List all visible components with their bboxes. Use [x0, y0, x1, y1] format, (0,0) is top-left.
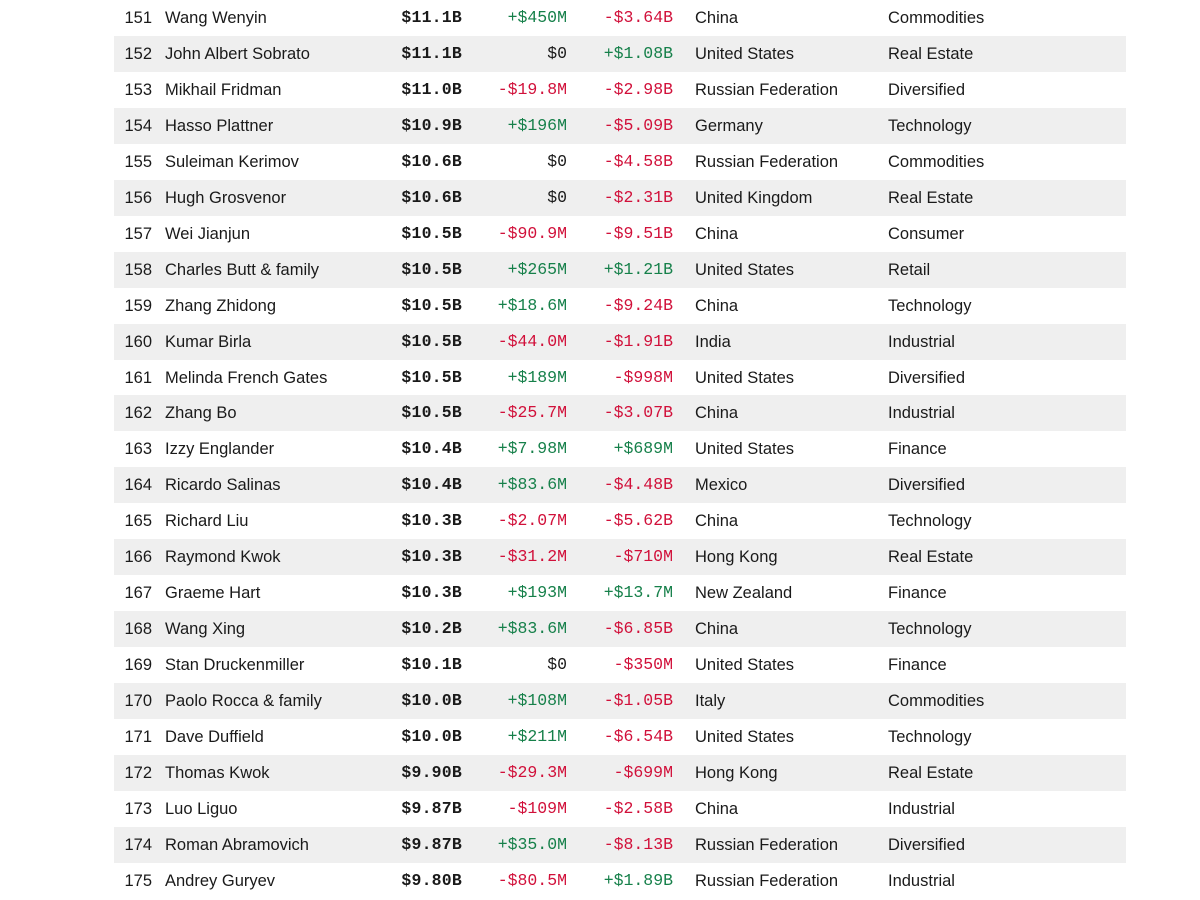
rank-cell: 162: [124, 404, 152, 423]
industry-cell: Industrial: [888, 799, 955, 818]
name-link[interactable]: Suleiman Kerimov: [165, 152, 299, 171]
country-cell: United States: [695, 440, 795, 459]
ytd-change-cell: -$9.24B: [603, 295, 673, 315]
name-link[interactable]: Zhang Zhidong: [165, 296, 276, 315]
net-worth-cell: $9.87B: [401, 798, 462, 818]
net-worth-cell: $10.2B: [401, 618, 462, 638]
ytd-change-cell: -$4.58B: [603, 151, 673, 171]
rank-cell: 166: [124, 548, 152, 567]
rank-cell: 155: [124, 152, 152, 171]
rank-cell: 156: [124, 188, 152, 207]
name-link[interactable]: Paolo Rocca & family: [165, 691, 322, 710]
ytd-change-cell: +$13.7M: [603, 582, 673, 602]
last-change-cell: +$211M: [507, 726, 567, 746]
country-cell: China: [695, 224, 739, 243]
country-cell: Mexico: [695, 476, 748, 495]
rank-cell: 171: [124, 727, 152, 746]
last-change-cell: +$265M: [507, 259, 567, 279]
last-change-cell: -$2.07M: [497, 511, 567, 531]
net-worth-cell: $10.5B: [401, 367, 462, 387]
ytd-change-cell: +$689M: [613, 439, 673, 459]
rank-cell: 160: [124, 332, 152, 351]
last-change-cell: $0: [547, 151, 567, 171]
name-link[interactable]: Dave Duffield: [165, 727, 264, 746]
table-row[interactable]: [114, 252, 1126, 288]
name-link[interactable]: Richard Liu: [165, 512, 249, 531]
last-change-cell: +$7.98M: [497, 439, 567, 459]
industry-cell: Diversified: [888, 835, 966, 854]
name-link[interactable]: Graeme Hart: [165, 583, 261, 602]
country-cell: China: [695, 619, 739, 638]
ytd-change-cell: -$6.85B: [603, 618, 673, 638]
rank-cell: 161: [124, 368, 152, 387]
country-cell: United States: [695, 655, 795, 674]
table-row[interactable]: [114, 395, 1126, 431]
industry-cell: Commodities: [888, 152, 985, 171]
country-cell: China: [695, 8, 739, 27]
country-cell: China: [695, 512, 739, 531]
name-link[interactable]: Zhang Bo: [165, 404, 237, 423]
net-worth-cell: $10.9B: [401, 115, 462, 135]
net-worth-cell: $9.90B: [401, 762, 462, 782]
net-worth-cell: $10.4B: [401, 475, 462, 495]
ytd-change-cell: +$1.21B: [603, 259, 673, 279]
net-worth-cell: $10.5B: [401, 331, 462, 351]
net-worth-cell: $10.6B: [401, 151, 462, 171]
last-change-cell: -$109M: [507, 798, 567, 818]
table-row[interactable]: [114, 180, 1126, 216]
last-change-cell: $0: [547, 654, 567, 674]
rank-cell: 159: [124, 296, 152, 315]
table-row[interactable]: [114, 36, 1126, 72]
net-worth-cell: $10.3B: [401, 582, 462, 602]
name-link[interactable]: Roman Abramovich: [165, 835, 309, 854]
name-link[interactable]: Raymond Kwok: [165, 548, 281, 567]
country-cell: Italy: [695, 691, 726, 710]
table-row[interactable]: [114, 144, 1126, 180]
name-link[interactable]: Luo Liguo: [165, 799, 238, 818]
table-row[interactable]: [114, 0, 1126, 36]
country-cell: India: [695, 332, 731, 351]
net-worth-cell: $11.1B: [401, 43, 462, 63]
country-cell: United States: [695, 368, 795, 387]
ytd-change-cell: +$1.08B: [603, 43, 673, 63]
industry-cell: Technology: [888, 116, 972, 135]
rank-cell: 164: [124, 476, 152, 495]
last-change-cell: +$83.6M: [497, 475, 567, 495]
country-cell: China: [695, 404, 739, 423]
name-link[interactable]: Ricardo Salinas: [165, 476, 281, 495]
rank-cell: 152: [124, 44, 152, 63]
ytd-change-cell: -$699M: [613, 762, 673, 782]
industry-cell: Finance: [888, 655, 947, 674]
net-worth-cell: $10.0B: [401, 690, 462, 710]
name-link[interactable]: Wang Wenyin: [165, 8, 267, 27]
industry-cell: Retail: [888, 260, 931, 279]
table-row[interactable]: [114, 863, 1126, 899]
industry-cell: Industrial: [888, 871, 955, 890]
industry-cell: Consumer: [888, 224, 965, 243]
industry-cell: Technology: [888, 619, 972, 638]
industry-cell: Commodities: [888, 691, 985, 710]
industry-cell: Finance: [888, 440, 947, 459]
billionaires-table: [114, 0, 1126, 899]
name-link[interactable]: Hugh Grosvenor: [165, 188, 287, 207]
name-link[interactable]: Izzy Englander: [165, 440, 275, 459]
industry-cell: Commodities: [888, 8, 985, 27]
last-change-cell: +$108M: [507, 690, 567, 710]
name-link[interactable]: Kumar Birla: [165, 332, 252, 351]
last-change-cell: -$44.0M: [497, 331, 567, 351]
industry-cell: Technology: [888, 727, 972, 746]
rank-cell: 175: [124, 871, 152, 890]
rank-cell: 167: [124, 583, 152, 602]
table-row[interactable]: [114, 431, 1126, 467]
industry-cell: Finance: [888, 583, 947, 602]
industry-cell: Technology: [888, 512, 972, 531]
table-row[interactable]: [114, 360, 1126, 396]
ytd-change-cell: -$6.54B: [603, 726, 673, 746]
name-link[interactable]: Charles Butt & family: [165, 260, 320, 279]
ytd-change-cell: -$2.31B: [603, 187, 673, 207]
name-link[interactable]: Hasso Plattner: [165, 116, 274, 135]
table-row[interactable]: [114, 791, 1126, 827]
rank-cell: 173: [124, 799, 152, 818]
country-cell: China: [695, 296, 739, 315]
table-row[interactable]: [114, 827, 1126, 863]
country-cell: United States: [695, 727, 795, 746]
industry-cell: Industrial: [888, 332, 955, 351]
name-link[interactable]: Stan Druckenmiller: [165, 655, 305, 674]
last-change-cell: +$18.6M: [497, 295, 567, 315]
rank-cell: 174: [124, 835, 152, 854]
net-worth-cell: $10.3B: [401, 511, 462, 531]
table-row[interactable]: [114, 467, 1126, 503]
country-cell: New Zealand: [695, 583, 793, 602]
last-change-cell: +$196M: [507, 115, 567, 135]
last-change-cell: +$189M: [507, 367, 567, 387]
last-change-cell: -$31.2M: [497, 547, 567, 567]
country-cell: Hong Kong: [695, 548, 778, 567]
country-cell: United States: [695, 260, 795, 279]
table-row[interactable]: [114, 575, 1126, 611]
industry-cell: Real Estate: [888, 763, 974, 782]
industry-cell: Diversified: [888, 80, 966, 99]
net-worth-cell: $9.80B: [401, 870, 462, 890]
last-change-cell: +$35.0M: [497, 834, 567, 854]
ytd-change-cell: -$2.58B: [603, 798, 673, 818]
net-worth-cell: $10.1B: [401, 654, 462, 674]
name-link[interactable]: Wei Jianjun: [165, 224, 250, 243]
ytd-change-cell: -$3.07B: [603, 403, 673, 423]
ytd-change-cell: -$2.98B: [603, 79, 673, 99]
name-link[interactable]: Thomas Kwok: [165, 763, 270, 782]
name-link[interactable]: Wang Xing: [165, 619, 246, 638]
table-row[interactable]: [114, 611, 1126, 647]
industry-cell: Real Estate: [888, 44, 974, 63]
ytd-change-cell: -$1.05B: [603, 690, 673, 710]
rank-cell: 158: [124, 260, 152, 279]
last-change-cell: -$25.7M: [497, 403, 567, 423]
table-row[interactable]: [114, 216, 1126, 252]
table-row[interactable]: [114, 288, 1126, 324]
table-row[interactable]: [114, 72, 1126, 108]
ytd-change-cell: -$9.51B: [603, 223, 673, 243]
last-change-cell: +$193M: [507, 582, 567, 602]
table-row[interactable]: [114, 503, 1126, 539]
rank-cell: 154: [124, 116, 152, 135]
table-row[interactable]: [114, 719, 1126, 755]
name-link[interactable]: John Albert Sobrato: [165, 44, 310, 63]
ytd-change-cell: -$8.13B: [603, 834, 673, 854]
rank-cell: 168: [124, 619, 152, 638]
last-change-cell: +$83.6M: [497, 618, 567, 638]
ytd-change-cell: -$710M: [613, 547, 673, 567]
ytd-change-cell: -$1.91B: [603, 331, 673, 351]
ytd-change-cell: -$4.48B: [603, 475, 673, 495]
last-change-cell: -$80.5M: [497, 870, 567, 890]
last-change-cell: -$29.3M: [497, 762, 567, 782]
rank-cell: 170: [124, 691, 152, 710]
rank-cell: 153: [124, 80, 152, 99]
net-worth-cell: $10.5B: [401, 223, 462, 243]
last-change-cell: +$450M: [507, 7, 567, 27]
country-cell: Russian Federation: [695, 835, 839, 854]
rank-cell: 172: [124, 763, 152, 782]
net-worth-cell: $11.0B: [401, 79, 462, 99]
ytd-change-cell: -$350M: [613, 654, 673, 674]
net-worth-cell: $9.87B: [401, 834, 462, 854]
net-worth-cell: $10.0B: [401, 726, 462, 746]
rank-cell: 151: [124, 8, 152, 27]
net-worth-cell: $10.5B: [401, 259, 462, 279]
industry-cell: Technology: [888, 296, 972, 315]
name-link[interactable]: Melinda French Gates: [165, 368, 328, 387]
ytd-change-cell: -$998M: [613, 367, 673, 387]
net-worth-cell: $10.5B: [401, 403, 462, 423]
country-cell: Hong Kong: [695, 763, 778, 782]
net-worth-cell: $11.1B: [401, 7, 462, 27]
industry-cell: Real Estate: [888, 548, 974, 567]
rank-cell: 157: [124, 224, 152, 243]
table-row[interactable]: [114, 683, 1126, 719]
table-row[interactable]: [114, 108, 1126, 144]
country-cell: United States: [695, 44, 795, 63]
country-cell: Germany: [695, 116, 763, 135]
table-row[interactable]: [114, 324, 1126, 360]
industry-cell: Diversified: [888, 476, 966, 495]
industry-cell: Real Estate: [888, 188, 974, 207]
industry-cell: Diversified: [888, 368, 966, 387]
industry-cell: Industrial: [888, 404, 955, 423]
name-link[interactable]: Andrey Guryev: [165, 871, 276, 890]
last-change-cell: $0: [547, 43, 567, 63]
ytd-change-cell: -$5.62B: [603, 511, 673, 531]
table-row[interactable]: [114, 755, 1126, 791]
ytd-change-cell: -$5.09B: [603, 115, 673, 135]
table-row[interactable]: [114, 539, 1126, 575]
rank-cell: 169: [124, 655, 152, 674]
last-change-cell: -$90.9M: [497, 223, 567, 243]
net-worth-cell: $10.6B: [401, 187, 462, 207]
last-change-cell: -$19.8M: [497, 79, 567, 99]
rank-cell: 163: [124, 440, 152, 459]
ytd-change-cell: +$1.89B: [603, 870, 673, 890]
ytd-change-cell: -$3.64B: [603, 7, 673, 27]
name-link[interactable]: Mikhail Fridman: [165, 80, 282, 99]
net-worth-cell: $10.3B: [401, 547, 462, 567]
net-worth-cell: $10.5B: [401, 295, 462, 315]
rank-cell: 165: [124, 512, 152, 531]
country-cell: Russian Federation: [695, 152, 839, 171]
country-cell: China: [695, 799, 739, 818]
country-cell: Russian Federation: [695, 871, 839, 890]
last-change-cell: $0: [547, 187, 567, 207]
country-cell: United Kingdom: [695, 188, 813, 207]
country-cell: Russian Federation: [695, 80, 839, 99]
table-row[interactable]: [114, 647, 1126, 683]
net-worth-cell: $10.4B: [401, 439, 462, 459]
